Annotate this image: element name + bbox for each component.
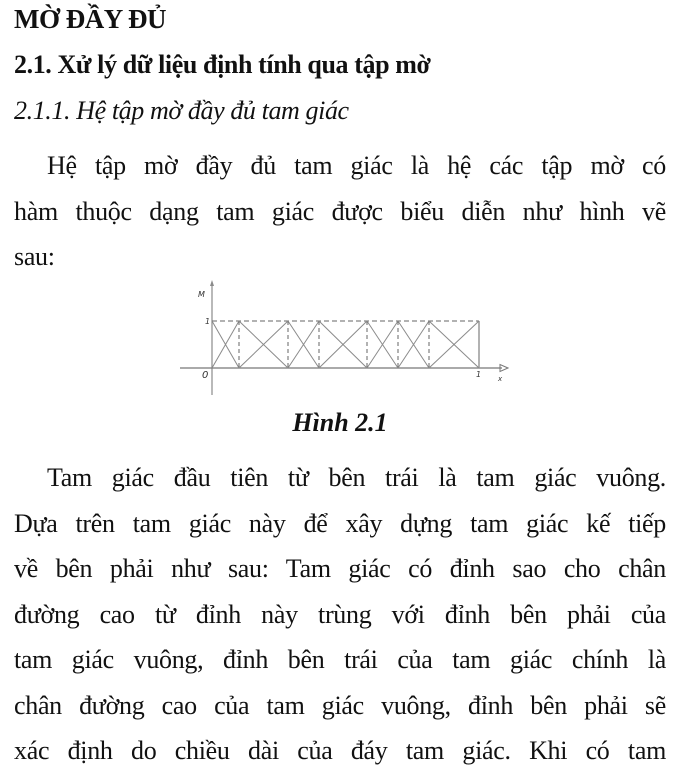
x-axis-label: x [498, 375, 503, 383]
y-axis-label: M [198, 290, 205, 299]
x-tick-label: 1 [476, 370, 482, 379]
paragraph-line: Dựa trên tam giác này để xây dựng tam giác kế tiếp [14, 508, 666, 538]
paragraph-line: đường cao từ đỉnh này trùng với đỉnh bên phải của [14, 599, 666, 629]
y-tick-label: 1 [205, 317, 211, 326]
line-text: Hệ tập mờ đầy đủ tam giác là hệ các tập mờ có [47, 151, 666, 180]
paragraph-intro [14, 143, 666, 280]
triangle-edges [212, 321, 479, 368]
fuzzy-membership-diagram [180, 275, 520, 405]
origin-label: 0 [202, 370, 209, 381]
line-text: Tam giác đầu tiên từ bên trái là tam giác vuông. [47, 463, 666, 492]
paragraph-construction [14, 455, 666, 774]
peak-dropdown-lines [239, 321, 429, 368]
paragraph-line [14, 143, 666, 189]
figure-caption: Hình 2.1 [292, 408, 388, 437]
chapter-heading: MỜ ĐẦY ĐỦ [14, 4, 166, 34]
subsection-heading: 2.1.1. Hệ tập mờ đầy đủ tam giác [14, 96, 349, 125]
section-heading: 2.1. Xử lý dữ liệu định tính qua tập mờ [14, 50, 431, 79]
paragraph-line [14, 455, 666, 501]
paragraph-line: về bên phải như sau: Tam giác có đỉnh sao cho chân [14, 554, 666, 583]
triangular-fuzzy-sets-figure [180, 275, 520, 405]
paragraph-line: chân đường cao của tam giác vuông, đỉnh bên phải sẽ [14, 690, 666, 720]
paragraph-line: sau: [14, 242, 55, 271]
y-axis-arrow-icon [210, 280, 214, 286]
paragraph-line: hàm thuộc dạng tam giác được biểu diễn như hình vẽ [14, 196, 666, 226]
paragraph-line: xác định do chiều dài của đáy tam giác. Khi có tam [14, 736, 666, 765]
paragraph-line: tam giác vuông, đỉnh bên trái của tam giác chính là [14, 645, 666, 674]
